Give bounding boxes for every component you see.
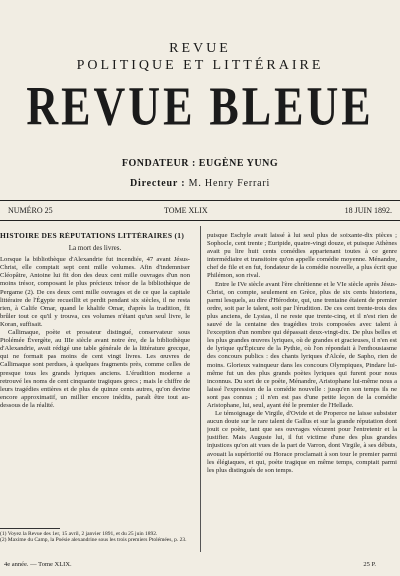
rule-top: [0, 200, 400, 201]
director-name: M. Henry Ferrari: [188, 178, 271, 189]
footnote: (1) Voyez la Revue des 1er, 15 avril, 2 janvier 1891, et du 25 juin 1892.: [0, 531, 158, 537]
issue-row: [0, 206, 400, 218]
issue-tome: TOME XLIX: [164, 206, 208, 215]
masthead-revue: REVUE: [169, 41, 231, 56]
issue-number: NUMÉRO 25: [8, 206, 53, 215]
paragraph: Callimaque, poète et prosateur distingué, conservateur sous Ptolémée Évergète, au IIIe siècle avant notre ère, de la bibliothèque d'Alexandrie, avait rédigé une table générale de la littérature grecque, qui ne formait pas moins de cent vingt livres. Les œuvres de Callimaque sont perdues, à quelques fragments près, comme celles de presque tous les grands lyriques anciens. L'érudition moderne a retrouvé les noms de cent cinquante tragiques grecs ; mais le chiffre de leurs tragédies entières et de plus de quinze cents autres, qu'on devine encore approximatif, un millier encore inédits, paraît être tout au-dessous de la réalité.: [0, 329, 190, 409]
paragraph: Entre le IVe siècle avant l'ère chrétienne et le VIe siècle après Jésus-Christ, on compte, seulement en Grèce, plus de six cents historiens, parmi lesquels, au dire d'Hérodote, qui, une trentaine étaient de premier ordre, soit par le talent, soit par l'érudition. De ces cent trente-trois des plus anciens, de Lysias, il ne reste que trente-cinq, et il n'est rien de sauvé de la centaine des tragédies trois composées avec talent à l'exception d'un nombre qui dépassait deux-vingt-dix. De plus belles et les plus grandes œuvres lyriques, où de grandes et gracieuses, il n'en est de lyrique qu'Épicure de la Pythie, où l'on répondait à l'enthousiasme des concours publics : des chants lyriques d'Alcée, de Sapho, rien de moins. Glorieux vainqueur dans les concours Olympiques, Pindare lui-même fut un des plus grands poètes lyriques qui furent pour nous inconnus. Du sort de ce poète, Ménandre, Aristophane lui-même nous a laissé l'expression de la comédie nouvelle : jusqu'en son temps ils ne sont pas connus ; il n'en est pas d'une petite leçon de la comédie Aristophane, lui, seul, ayant été le premier de l'Hellade.: [207, 280, 397, 409]
paragraph: puisque Eschyle avait laissé à lui seul plus de soixante-dix pièces ; Sophocle, cent trente ; Euripide, quatre-vingt douze, et puisque Athènes avait pu lire huit cents comédies appartenant toutes à ce genre intermédiaire et transitoire qu'on appelle comédie moyenne. Ménandre, chef de file et en fut, fondateur de la comédie nouvelle, a plus écrit que Philémon, son rival.: [207, 232, 397, 280]
column-right: [207, 232, 397, 475]
article-title: HISTOIRE DES RÉPUTATIONS LITTÉRAIRES (1): [0, 232, 185, 240]
founder-line: FONDATEUR : EUGÈNE YUNG: [121, 158, 279, 169]
issue-date: 18 JUIN 1892.: [344, 206, 392, 215]
column-left: [0, 232, 190, 410]
rule-bottom: [0, 220, 400, 221]
footnote: (2) Maxime du Camp, la Poésie alexandrine sous les trois premiers Ptolémées, p. 23.: [0, 537, 187, 544]
column-divider: [200, 226, 201, 552]
director-line: [0, 178, 400, 189]
article-subtitle: La mort des livres.: [68, 244, 122, 253]
paragraph: Le témoignage de Virgile, d'Ovide et de Properce ne laisse subsister aucun doute sur le rare talent de Gallus et sur la grande réputation dont jouit ce poète, tant que ses ouvrages vécurent pour l'entretenir et la justifier. Mais Auguste lui, il fut victime d'une des plus grandes injustices qu'on ait vues de la part de Varron, dont Virgile, à ses débuts, avouait la supériorité ou Horace proclamait à son tour le premier parmi les élégiaques, et qui, poète tragique en même temps, comptait parmi les plus distingués de son temps.: [207, 410, 397, 474]
director-label: Directeur :: [129, 178, 186, 189]
footnote-rule: [0, 528, 60, 529]
footer-sheet: 25 P.: [363, 561, 376, 568]
page-footer: [0, 561, 400, 571]
masthead-subtitle: [0, 40, 400, 74]
paragraph: Lorsque la bibliothèque d'Alexandrie fut incendiée, 47 avant Jésus-Christ, elle comptait sept cent mille volumes. Afin d'indemniser Cléopâtre, Antoine lui fit don des deux cent mille ouvrages d'un non moins trésor, composant le plus précieux trésor de la bibliothèque de Pergame (2). De ces deux cent mille ouvrages et de ce que la capitale littéraire de l'Égypte recueillit et perdit pendant six siècles, il ne resta rien, à Calife Omar, quand le khalife Omar, d'après la tradition, fit brûler tout ce qu'il y trouva, ces volumes n'étant qu'un seul livre, le Koran, suffisait.: [0, 256, 190, 328]
footnotes: [0, 531, 190, 544]
masthead-politique: POLITIQUE ET LITTÉRAIRE: [76, 58, 324, 73]
footer-volume: 4e année. — Tome XLIX.: [4, 561, 72, 568]
masthead-title: REVUE BLEUE: [26, 75, 374, 137]
